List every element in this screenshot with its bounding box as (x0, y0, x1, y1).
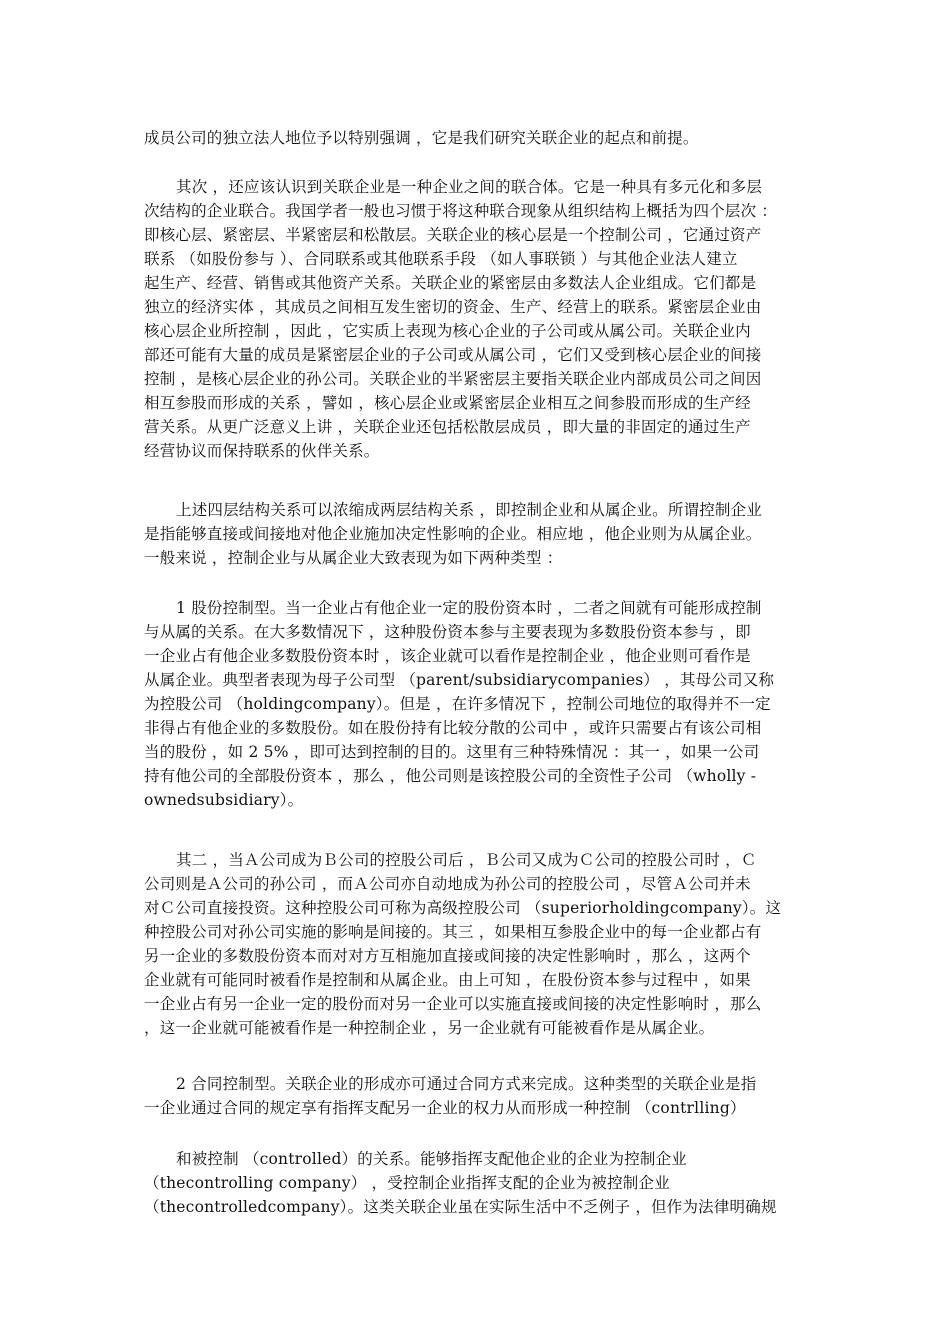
text-line: 与从属的关系。在大多数情况下 ，这种股份资本参与主要表现为多数股份资本参与 ，即 (144, 623, 751, 641)
text-line: 是指能够直接或间接地对他企业施加决定性影响的企业。相应地 ，他企业则为从属企业。 (144, 525, 762, 543)
text-line: 成员公司的独立法人地位予以特别强调 ，它是我们研究关联企业的起点和前提。 (144, 129, 699, 147)
text-line: 其次 ，还应该认识到关联企业是一种企业之间的联合体。它是一种具有多元化和多层 (176, 178, 763, 196)
text-line: ，这一企业就可能被看作是一种控制企业 ，另一企业就有可能被看作是从属企业。 (144, 1019, 715, 1037)
text-line: 种控股公司对孙公司实施的影响是间接的。其三 ，如果相互参股企业中的每一企业都占有 (144, 923, 762, 941)
text-line: 相互参股而形成的关系 ，譬如 ，核心层企业或紧密层企业相互之间参股而形成的生产经 (144, 394, 751, 412)
text-line: （thecontrolledcompany）。这类关联企业虽在实际生活中不乏例子 ，但作为法律明确规 (144, 1198, 777, 1216)
text-line: 和被控制 （controlled）的关系。能够指挥支配他企业的企业为控制企业 (176, 1150, 688, 1168)
text-line: （thecontrolling company） ，受控制企业指挥支配的企业为被控制企业 (144, 1174, 670, 1192)
text-line: 部还可能有大量的成员是紧密层企业的子公司或从属公司 ，它们又受到核心层企业的间接 (144, 346, 762, 364)
text-line: 即核心层、紧密层、半紧密层和松散层。关联企业的核心层是一个控制公司 ，它通过资产 (144, 226, 762, 244)
text-line: 1 股份控制型。当一企业占有他企业一定的股份资本时 ，二者之间就有可能形成控制 (176, 599, 762, 617)
text-line: 为控股公司 （holdingcompany）。但是 ，在许多情况下 ，控制公司地位的取得并不一定 (144, 695, 771, 713)
text-line: 公司则是Ａ公司的孙公司 ，而Ａ公司亦自动地成为孙公司的控股公司 ，尽管Ａ公司并未 (144, 875, 751, 893)
text-line: 对Ｃ公司直接投资。这种控股公司可称为高级控股公司 （superiorholdingcompany）。这 (144, 899, 782, 917)
text-line: 2 合同控制型。关联企业的形成亦可通过合同方式来完成。这种类型的关联企业是指 (176, 1075, 757, 1093)
text-line: 企业就有可能同时被看作是控制和从属企业。由上可知 ，在股份资本参与过程中 ，如果 (144, 971, 751, 989)
text-line: 独立的经济实体 ，其成员之间相互发生密切的资金、生产、经营上的联系。紧密层企业由 (144, 298, 762, 316)
text-line: 一企业占有另一企业一定的股份而对另一企业可以实施直接或间接的决定性影响时 ，那么 (144, 995, 762, 1013)
text-line: 营关系。从更广泛意义上讲 ，关联企业还包括松散层成员 ，即大量的非固定的通过生产 (144, 418, 751, 436)
text-line: ownedsubsidiary）。 (144, 791, 304, 809)
text-line: 起生产、经营、销售或其他资产关系。关联企业的紧密层由多数法人企业组成。它们都是 (144, 274, 757, 292)
text-line: 非得占有他企业的多数股份。如在股份持有比较分散的公司中 ，或许只需要占有该公司相 (144, 719, 762, 737)
text-line: 一企业占有他企业多数股份资本时 ，该企业就可以看作是控制企业 ，他企业则可看作是 (144, 647, 751, 665)
text-line: 另一企业的多数股份资本而对对方互相施加直接或间接的决定性影响时 ，那么 ，这两个 (144, 947, 751, 965)
text-line: 上述四层结构关系可以浓缩成两层结构关系 ，即控制企业和从属企业。所谓控制企业 (176, 501, 763, 519)
text-line: 一企业通过合同的规定享有指挥支配另一企业的权力从而形成一种控制 （contrlling） (144, 1099, 746, 1117)
text-line: 其二 ，当Ａ公司成为Ｂ公司的控股公司后 ，Ｂ公司又成为Ｃ公司的控股公司时 ，Ｃ (176, 851, 757, 869)
text-line: 核心层企业所控制 ，因此 ，它实质上表现为核心企业的子公司或从属公司。关联企业内 (144, 322, 751, 340)
text-line: 联系 （如股份参与 ）、合同联系或其他联系手段 （如人事联锁 ）与其他企业法人建立 (144, 250, 738, 268)
text-line: 次结构的企业联合。我国学者一般也习惯于将这种联合现象从组织结构上概括为四个层次 ： (144, 202, 778, 220)
text-line: 一般来说 ，控制企业与从属企业大致表现为如下两种类型 ： (144, 549, 563, 567)
text-line: 经营协议而保持联系的伙伴关系。 (144, 442, 380, 460)
text-line: 从属企业。典型者表现为母子公司型 （parent/subsidiarycompanies） ，其母公司又称 (144, 671, 775, 689)
text-line: 控制 ，是核心层企业的孙公司。关联企业的半紧密层主要指关联企业内部成员公司之间因 (144, 370, 762, 388)
text-line: 持有他公司的全部股份资本 ，那么 ，他公司则是该控股公司的全资性子公司 （wholly - (144, 767, 757, 785)
text-line: 当的股份 ，如 2 5% ，即可达到控制的目的。这里有三种特殊情况 ：其一 ，如果一公司 (144, 743, 760, 761)
